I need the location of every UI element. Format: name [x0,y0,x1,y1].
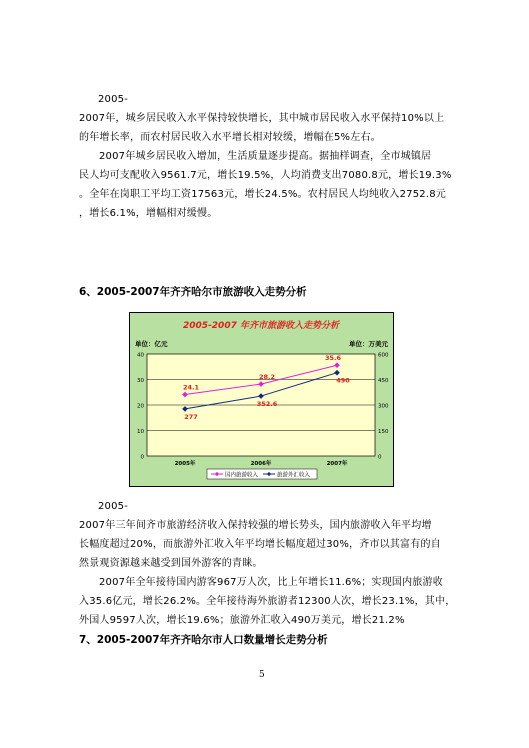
text-line: 2007年全年接待国内游客967万人次，比上年增长11.6%；实现国内旅游收 [99,577,443,588]
right-tick-label: 450 [378,378,389,384]
text-line: 长幅度超过20%，而旅游外汇收入年平均增长幅度超过30%，齐市以其富有的自 [79,539,441,550]
text-block-income-body [79,109,459,223]
right-tick-label: 300 [378,403,389,410]
right-tick-label: 0 [378,454,382,461]
text-line: 外国人9597人次，增长19.6%；旅游外汇收入490万美元，增长21.2% [79,615,405,626]
data-label: 490 [336,376,350,385]
text-line: 民人均可支配收入9561.7元，增长19.5%，人均消费支出7080.8元，增长19.3% [79,170,452,181]
x-tick-label: 2005年 [174,461,196,467]
legend-label: 国内旅游收入 [225,472,259,479]
left-tick-label: 30 [137,378,144,384]
left-tick-label: 20 [137,403,144,410]
text-line: 的年增长率，而农村居民收入水平增长相对较缓，增幅在5%左右。 [79,132,381,143]
text-line: 2007年城乡居民收入增加，生活质量逐步提高。据抽样调查，全市城镇居 [99,151,432,162]
text-line: 2007年三年间齐市旅游经济收入保持较强的增长势头，国内旅游收入年平均增 [79,520,432,531]
data-label: 35.6 [324,354,342,363]
text-line: 2005- [98,94,129,105]
tourism-income-chart [129,312,394,487]
right-tick-label: 150 [378,429,389,435]
text-line: 。全年在岗职工平均工资17563元，增长24.5%。农村居民人均纯收入2752.8元 [79,189,446,200]
text-line: 2007年，城乡居民收入水平保持较快增长，其中城市居民收入水平保持10%以上 [79,113,445,124]
data-label: 277 [184,412,198,421]
left-axis-label: 单位：亿元 [135,340,168,348]
page-number: 5 [259,670,265,680]
section-heading-6: 6、2005-2007年齐齐哈尔市旅游收入走势分析 [79,286,307,298]
text-block-income [98,90,438,109]
text-block-tourism [98,497,438,516]
text-line: 然景观资源越来越受到国外游客的青睐。 [79,558,263,569]
text-line: 2005- [98,501,129,512]
text-line: 入35.6亿元，增长26.2%。全年接待海外旅游者12300人次，增长23.1%，其中， [79,596,456,607]
x-tick-label: 2007年 [326,461,348,467]
right-axis-label: 单位：万美元 [349,340,388,348]
left-tick-label: 10 [137,429,144,435]
legend-label: 旅游外汇收入 [277,472,311,479]
text-block-tourism-body [79,516,459,630]
right-tick-label: 600 [378,352,389,359]
data-label: 24.1 [182,383,200,392]
x-tick-label: 2006年 [250,461,272,467]
data-label: 352.6 [256,400,278,409]
left-tick-label: 0 [140,454,144,461]
section-heading-7: 7、2005-2007年齐齐哈尔市人口数量增长走势分析 [79,634,328,646]
text-line: ，增长6.1%，增幅相对缓慢。 [79,208,218,219]
chart-legend [207,469,317,479]
data-label: 28.2 [258,373,276,382]
left-tick-label: 40 [137,352,144,359]
chart-title: 2005-2007 年齐市旅游收入走势分析 [183,321,339,331]
